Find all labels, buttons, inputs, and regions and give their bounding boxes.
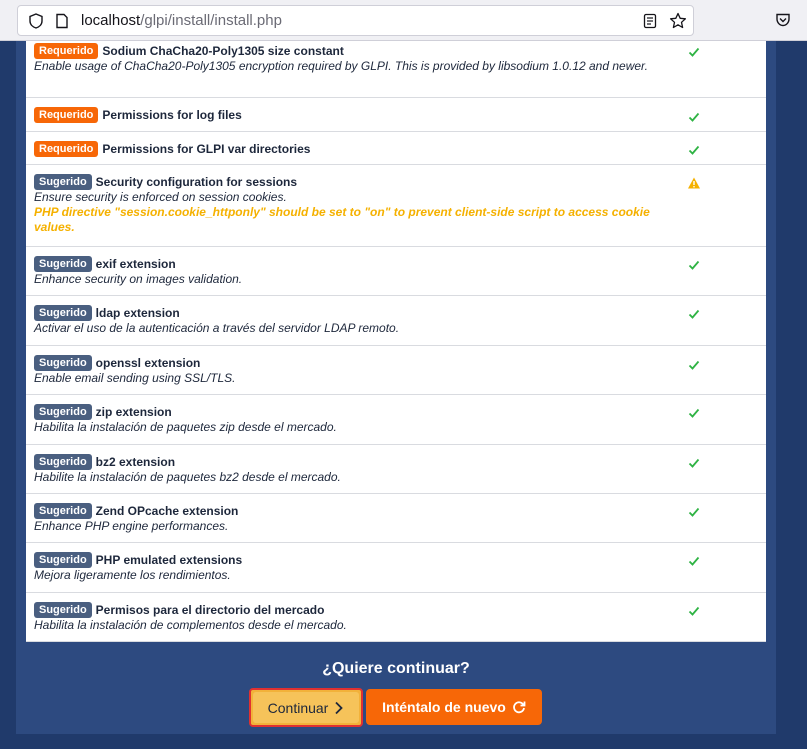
shield-icon[interactable] [28, 13, 44, 29]
required-badge: Requerido [34, 107, 98, 123]
suggested-badge: Sugerido [34, 174, 92, 190]
bookmark-star-icon[interactable] [669, 12, 687, 30]
suggested-badge: Sugerido [34, 305, 92, 321]
address-bar[interactable] [17, 5, 694, 36]
requirement-row [26, 445, 766, 494]
required-badge: Requerido [34, 141, 98, 157]
requirement-description: Enhance PHP engine performances. [34, 519, 229, 533]
requirement-title: Security configuration for sessions [95, 175, 298, 189]
requirement-description: Habilita la instalación de complementos desde el mercado. [34, 618, 347, 632]
requirement-description: Enable usage of ChaCha20-Poly1305 encryption required by GLPI. This is provided by libsodium 1.0.12 and newer. [34, 59, 648, 73]
requirement-content [34, 256, 664, 287]
requirement-title-line [34, 454, 664, 470]
suggested-badge: Sugerido [34, 552, 92, 568]
requirement-content [34, 107, 664, 123]
requirement-title-line [34, 305, 664, 321]
requirement-description: Mejora ligeramente los rendimientos. [34, 568, 231, 582]
requirement-title-line [34, 107, 664, 123]
requirement-title-line [34, 174, 664, 190]
requirement-row [26, 98, 766, 132]
requirement-title: Zend OPcache extension [95, 504, 239, 518]
requirement-description: Habilita la instalación de paquetes zip desde el mercado. [34, 420, 337, 434]
retry-label: Inténtalo de nuevo [382, 699, 506, 715]
requirement-title-line [34, 256, 664, 272]
requirement-content [34, 503, 664, 534]
requirement-title-line [34, 602, 664, 618]
requirement-content [34, 552, 664, 583]
requirement-title: PHP emulated extensions [95, 553, 243, 567]
requirement-row [26, 543, 766, 593]
requirements-table [26, 41, 766, 642]
suggested-badge: Sugerido [34, 355, 92, 371]
requirement-title: exif extension [95, 257, 176, 271]
pocket-icon[interactable] [775, 12, 791, 28]
requirement-title: bz2 extension [95, 455, 176, 469]
check-icon [687, 554, 701, 568]
requirement-title-line [34, 141, 664, 157]
suggested-badge: Sugerido [34, 454, 92, 470]
suggested-badge: Sugerido [34, 256, 92, 272]
refresh-icon [512, 700, 526, 714]
requirement-row [26, 165, 766, 247]
requirement-row [26, 494, 766, 543]
requirement-content [34, 43, 664, 74]
requirement-title-line [34, 503, 664, 519]
requirement-description: Enhance security on images validation. [34, 272, 243, 286]
check-icon [687, 456, 701, 470]
requirement-title-line [34, 355, 664, 371]
continue-question: ¿Quiere continuar? [322, 660, 470, 677]
install-card [16, 41, 776, 734]
requirement-title: openssl extension [95, 356, 201, 370]
requirement-content [34, 602, 664, 633]
continue-button[interactable] [249, 688, 363, 727]
browser-toolbar [0, 0, 807, 41]
requirement-description: Activar el uso de la autenticación a través del servidor LDAP remoto. [34, 321, 400, 335]
requirement-content [34, 305, 664, 336]
check-icon [687, 358, 701, 372]
suggested-badge: Sugerido [34, 602, 92, 618]
required-badge: Requerido [34, 43, 98, 59]
requirement-title: zip extension [95, 405, 172, 419]
requirement-content [34, 355, 664, 386]
reader-view-icon[interactable] [642, 13, 658, 29]
requirement-row [26, 247, 766, 296]
check-icon [687, 604, 701, 618]
url-path: /glpi/install/install.php [140, 12, 282, 29]
requirement-description: Enable email sending using SSL/TLS. [34, 371, 236, 385]
requirement-content [34, 174, 664, 235]
requirement-row [26, 395, 766, 445]
requirement-content [34, 404, 664, 435]
requirement-title: ldap extension [95, 306, 180, 320]
requirement-title: Permisos para el directorio del mercado [95, 603, 325, 617]
requirement-title: Permissions for GLPI var directories [102, 142, 311, 156]
check-icon [687, 505, 701, 519]
requirement-title: Sodium ChaCha20-Poly1305 size constant [102, 44, 344, 58]
check-icon [687, 143, 701, 157]
requirement-row [26, 346, 766, 395]
check-icon [687, 110, 701, 124]
check-icon [687, 258, 701, 272]
check-icon [687, 307, 701, 321]
suggested-badge: Sugerido [34, 503, 92, 519]
requirement-description: Ensure security is enforced on session cookies. [34, 190, 287, 204]
requirement-description: Habilite la instalación de paquetes bz2 desde el mercado. [34, 470, 341, 484]
url-host: localhost [81, 12, 141, 29]
requirement-title-line [34, 552, 664, 568]
warning-icon [687, 176, 701, 190]
suggested-badge: Sugerido [34, 404, 92, 420]
requirement-row [26, 41, 766, 98]
retry-button[interactable] [366, 689, 542, 725]
continue-button-inner[interactable] [253, 692, 359, 723]
continue-label: Continuar [267, 699, 329, 716]
requirement-row [26, 593, 766, 642]
check-icon [687, 45, 701, 59]
requirement-title-line [34, 43, 664, 59]
page-icon[interactable] [54, 13, 70, 29]
requirement-title-line [34, 404, 664, 420]
requirement-row [26, 132, 766, 165]
check-icon [687, 406, 701, 420]
requirement-content [34, 454, 664, 485]
requirement-row [26, 296, 766, 346]
chevron-right-icon [334, 701, 344, 715]
requirement-warning-text: PHP directive "session.cookie_httponly" should be set to "on" to prevent client-side script to access cookie values. [34, 205, 650, 234]
requirement-title: Permissions for log files [102, 108, 242, 122]
requirement-content [34, 141, 664, 157]
url-text[interactable] [81, 12, 282, 29]
